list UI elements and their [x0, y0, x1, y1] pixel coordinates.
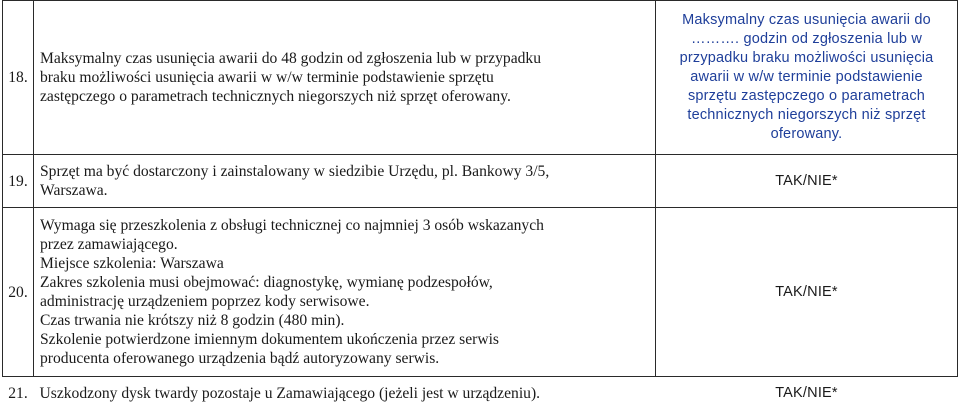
row-number: 19.: [3, 155, 34, 208]
response-line: awarii w w/w terminie podstawienie: [690, 69, 923, 85]
table-row: [3, 155, 958, 208]
table-row: [3, 1, 958, 155]
response-line: Maksymalny czas usunięcia awarii do: [682, 12, 931, 28]
response-line: technicznych niegorszych niż sprzęt: [687, 107, 926, 123]
description-line: braku możliwości usunięcia awarii w w/w terminie podstawienie sprzętu: [40, 69, 494, 86]
requirement-description: [34, 208, 656, 377]
requirement-description: [34, 1, 656, 155]
row-number: 18.: [3, 1, 34, 155]
description-line: zastępczego o parametrach technicznych niegorszych niż sprzęt oferowany.: [40, 88, 511, 105]
specification-table: [2, 0, 958, 409]
description-line: Zakres szkolenia musi obejmować: diagnostykę, wymianę podzespołów,: [40, 274, 493, 291]
table-row: [3, 208, 958, 377]
offer-response: [656, 155, 958, 208]
description-line: Maksymalny czas usunięcia awarii do 48 godzin od zgłoszenia lub w przypadku: [40, 50, 542, 67]
description-line: Szkolenie potwierdzone imiennym dokumentem ukończenia przez serwis: [40, 331, 500, 348]
description-line: przez zamawiającego.: [40, 236, 178, 253]
description-line: Czas trwania nie krótszy niż 8 godzin (480 min).: [40, 312, 345, 329]
offer-response: [656, 377, 958, 410]
requirement-description: [34, 155, 656, 208]
description-line: Warszawa.: [40, 182, 108, 199]
description-line: Uszkodzony dysk twardy pozostaje u Zamawiającego (jeżeli jest w urządzeniu).: [39, 384, 541, 402]
offer-response: [656, 208, 958, 377]
offer-response: [656, 1, 958, 155]
description-line: Miejsce szkolenia: Warszawa: [40, 255, 224, 272]
row-number: 20.: [3, 208, 34, 377]
response-line: przypadku braku możliwości usunięcia: [679, 50, 934, 66]
row-number: 21.: [3, 377, 34, 410]
response-line: TAK/NIE*: [775, 283, 838, 300]
description-line: Wymaga się przeszkolenia z obsługi technicznej co najmniej 3 osób wskazanych: [40, 217, 544, 234]
description-line: administrację urządzeniem poprzez kody serwisowe.: [40, 293, 370, 310]
requirement-description: [34, 377, 656, 410]
description-line: Sprzęt ma być dostarczony i zainstalowany w siedzibie Urzędu, pl. Bankowy 3/5,: [40, 163, 550, 180]
response-line: sprzętu zastępczego o parametrach: [687, 88, 926, 104]
table-row: [3, 377, 958, 410]
response-line: TAK/NIE*: [775, 172, 838, 189]
response-line: oferowany.: [770, 126, 843, 142]
description-line: producenta oferowanego urządzenia bądź autoryzowany serwis.: [40, 350, 440, 367]
response-line: TAK/NIE*: [775, 384, 838, 401]
response-line: ………. godzin od zgłoszenia lub w: [690, 31, 923, 47]
